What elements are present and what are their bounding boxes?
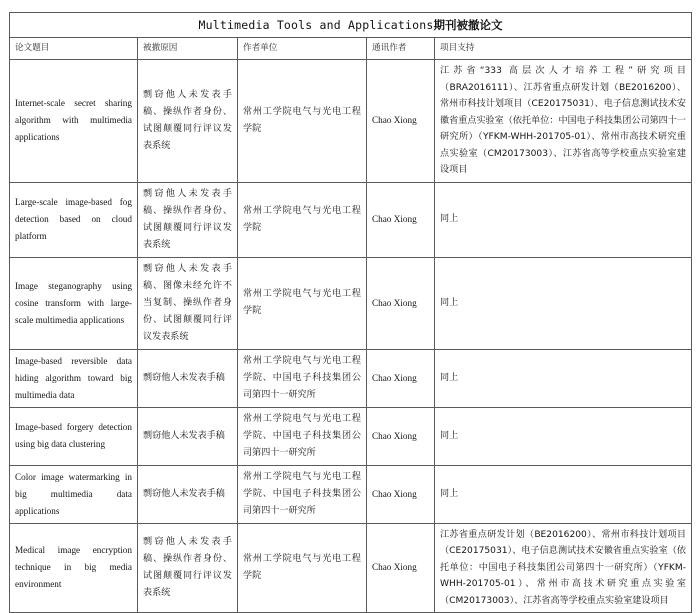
table-title-chinese: 期刊被撤论文 <box>433 18 503 32</box>
table-row <box>10 182 692 257</box>
table-row <box>10 407 692 465</box>
column-header-affiliation: 作者单位 <box>238 38 367 60</box>
cell-paper-title: Image steganography using cosine transform with large-scale multimedia applications <box>10 257 138 349</box>
cell-affiliation: 常州工学院电气与光电工程学院、中国电子科技集团公司第四十一研究所 <box>238 465 367 523</box>
table-row <box>10 465 692 523</box>
cell-paper-title: Image-based reversible data hiding algorithm toward big multimedia data <box>10 349 138 407</box>
cell-affiliation: 常州工学院电气与光电工程学院、中国电子科技集团公司第四十一研究所 <box>238 407 367 465</box>
cell-funding: 同上 <box>435 349 692 407</box>
cell-affiliation: 常州工学院电气与光电工程学院 <box>238 257 367 349</box>
column-header-retraction-reason: 被撤原因 <box>138 38 238 60</box>
cell-retraction-reason: 剽窃他人未发表手稿 <box>138 349 238 407</box>
cell-affiliation: 常州工学院电气与光电工程学院、中国电子科技集团公司第四十一研究所 <box>238 349 367 407</box>
cell-retraction-reason: 剽窃他人未发表手稿、操纵作者身份、试图颠覆同行评议发表系统 <box>138 523 238 613</box>
column-header-paper-title: 论文题目 <box>10 38 138 60</box>
table-title <box>10 13 692 38</box>
cell-retraction-reason: 剽窃他人未发表手稿、图像未经允许不当复制、操纵作者身份、试图颠覆同行评议发表系统 <box>138 257 238 349</box>
cell-paper-title: Medical image encryption technique in big media environment <box>10 523 138 613</box>
cell-paper-title: Large-scale image-based fog detection based on cloud platform <box>10 182 138 257</box>
table-body <box>10 60 692 613</box>
cell-funding: 江苏省重点研发计划（BE2016200）、常州市科技计划项目（CE20175031）、电子信息测试技术安徽省重点实验室（依托单位：中国电子科技集团公司第四十一研究所）（YFKM-WHH-201705-01）、常州市高技术研究重点实验室（CM20173003）、江苏省高等学校重点实验室建设项目 <box>435 523 692 613</box>
cell-corresponding-author: Chao Xiong <box>367 257 435 349</box>
cell-corresponding-author: Chao Xiong <box>367 465 435 523</box>
table-row <box>10 60 692 183</box>
table-title-english: Multimedia Tools and Applications <box>198 18 434 32</box>
cell-funding: 江苏省“333 高层次人才培养工程”研究项目（BRA2016111）、江苏省重点研发计划（BE2016200）、常州市科技计划项目（CE20175031）、电子信息测试技术安徽省重点实验室（依托单位：中国电子科技集团公司第四十一研究所）（YFKM-WHH-201705-01）、常州市高技术研究重点实验室（CM20173003）、江苏省高等学校重点实验室建设项目 <box>435 60 692 183</box>
cell-retraction-reason: 剽窃他人未发表手稿、操纵作者身份、试图颠覆同行评议发表系统 <box>138 182 238 257</box>
cell-paper-title: Image-based forgery detection using big data clustering <box>10 407 138 465</box>
cell-corresponding-author: Chao Xiong <box>367 182 435 257</box>
column-header-funding: 项目支持 <box>435 38 692 60</box>
table-header-row <box>10 38 692 60</box>
cell-paper-title: Internet-scale secret sharing algorithm with multimedia applications <box>10 60 138 183</box>
table-row <box>10 257 692 349</box>
table-title-row <box>10 13 692 38</box>
cell-funding: 同上 <box>435 407 692 465</box>
cell-corresponding-author: Chao Xiong <box>367 523 435 613</box>
table-row <box>10 349 692 407</box>
cell-paper-title: Color image watermarking in big multimedia data applications <box>10 465 138 523</box>
cell-corresponding-author: Chao Xiong <box>367 60 435 183</box>
cell-affiliation: 常州工学院电气与光电工程学院 <box>238 182 367 257</box>
retracted-papers-table <box>9 12 692 613</box>
column-header-corresponding-author: 通讯作者 <box>367 38 435 60</box>
cell-corresponding-author: Chao Xiong <box>367 407 435 465</box>
cell-retraction-reason: 剽窃他人未发表手稿 <box>138 465 238 523</box>
cell-corresponding-author: Chao Xiong <box>367 349 435 407</box>
cell-retraction-reason: 剽窃他人未发表手稿、操纵作者身份、试图颠覆同行评议发表系统 <box>138 60 238 183</box>
cell-funding: 同上 <box>435 465 692 523</box>
cell-affiliation: 常州工学院电气与光电工程学院 <box>238 523 367 613</box>
cell-funding: 同上 <box>435 182 692 257</box>
cell-affiliation: 常州工学院电气与光电工程学院 <box>238 60 367 183</box>
table-row <box>10 523 692 613</box>
cell-retraction-reason: 剽窃他人未发表手稿 <box>138 407 238 465</box>
cell-funding: 同上 <box>435 257 692 349</box>
